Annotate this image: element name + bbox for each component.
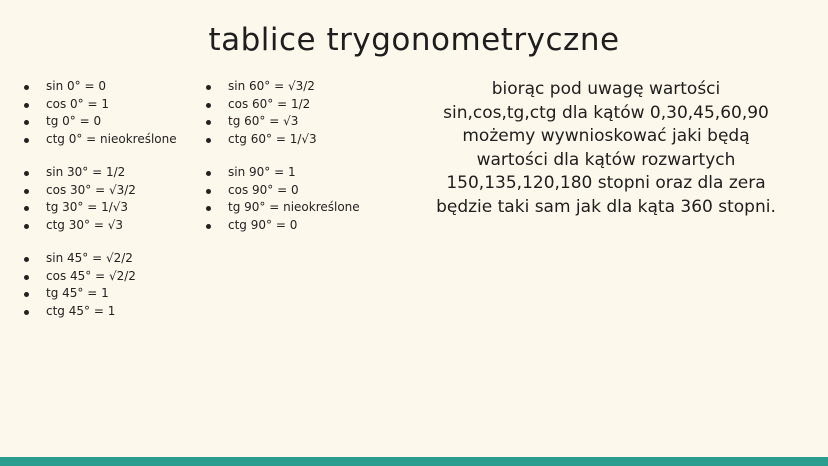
explanation-paragraph: [410, 78, 802, 219]
formula-item: sin 60° = √3/2: [206, 78, 360, 96]
formula-item: ctg 30° = √3: [24, 217, 177, 235]
formula-item: cos 0° = 1: [24, 96, 177, 114]
formula-group-45deg: [24, 250, 177, 320]
paragraph-line: wartości dla kątów rozwartych: [476, 149, 736, 170]
bottom-accent-bar: [0, 457, 828, 466]
formula-item: sin 30° = 1/2: [24, 164, 177, 182]
formula-group-0deg: [24, 78, 177, 148]
formula-item: ctg 60° = 1/√3: [206, 131, 360, 149]
left-formula-column: [24, 78, 177, 336]
formula-group-90deg: [206, 164, 360, 234]
formula-item: tg 45° = 1: [24, 285, 177, 303]
formula-item: ctg 0° = nieokreślone: [24, 131, 177, 149]
formula-item: sin 90° = 1: [206, 164, 360, 182]
formula-group-30deg: [24, 164, 177, 234]
formula-item: ctg 45° = 1: [24, 303, 177, 321]
formula-item: tg 30° = 1/√3: [24, 199, 177, 217]
paragraph-line: sin,cos,tg,ctg dla kątów 0,30,45,60,90: [443, 102, 769, 123]
formula-item: cos 30° = √3/2: [24, 182, 177, 200]
formula-item: cos 45° = √2/2: [24, 268, 177, 286]
slide-title: tablice trygonometryczne: [208, 22, 620, 58]
formula-item: tg 60° = √3: [206, 113, 360, 131]
formula-item: cos 60° = 1/2: [206, 96, 360, 114]
paragraph-line: możemy wywnioskować jaki będą: [462, 126, 750, 146]
middle-formula-column: [206, 78, 360, 250]
formula-item: tg 90° = nieokreślone: [206, 199, 360, 217]
formula-item: ctg 90° = 0: [206, 217, 360, 235]
formula-group-60deg: [206, 78, 360, 148]
formula-item: tg 0° = 0: [24, 113, 177, 131]
paragraph-line: biorąc pod uwagę wartości: [491, 79, 721, 99]
paragraph-line: będzie taki sam jak dla kąta 360 stopni.: [436, 196, 776, 217]
formula-item: sin 45° = √2/2: [24, 250, 177, 268]
paragraph-line: 150,135,120,180 stopni oraz dla zera: [446, 173, 766, 193]
formula-item: sin 0° = 0: [24, 78, 177, 96]
formula-item: cos 90° = 0: [206, 182, 360, 200]
